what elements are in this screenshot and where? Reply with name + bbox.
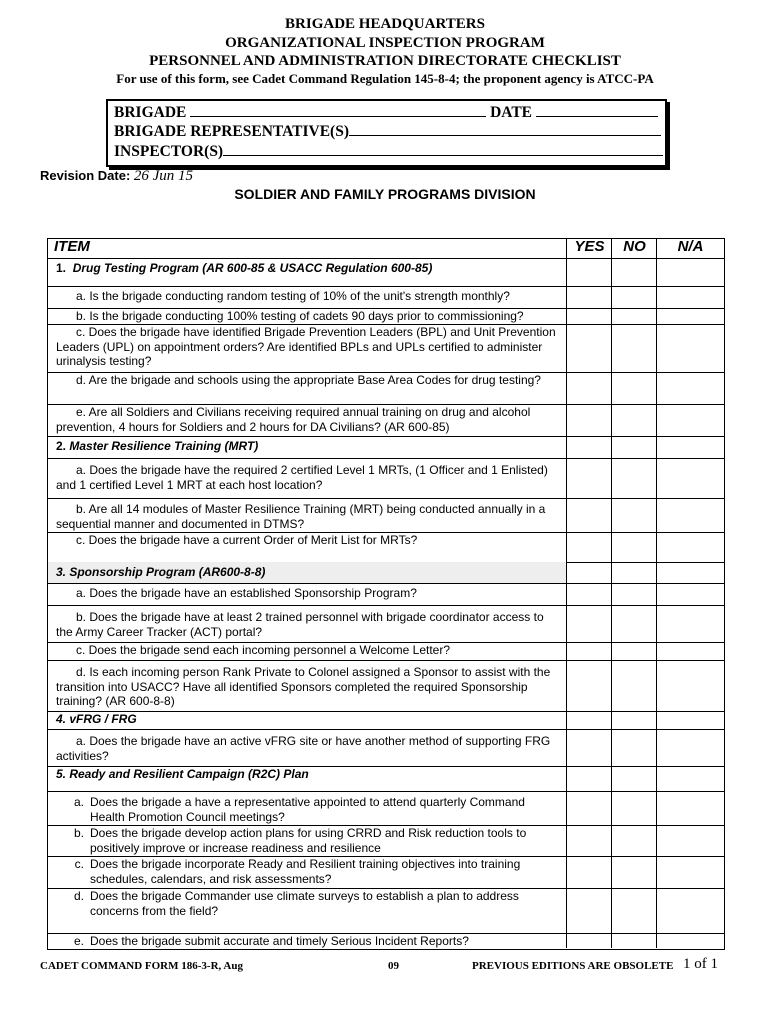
na-cell[interactable] bbox=[657, 498, 724, 532]
yes-cell[interactable] bbox=[567, 642, 612, 660]
no-cell[interactable] bbox=[612, 562, 657, 583]
yes-cell[interactable] bbox=[567, 404, 612, 436]
yes-cell[interactable] bbox=[567, 562, 612, 583]
yes-cell[interactable] bbox=[567, 825, 612, 856]
question-row-5a: a. Does the brigade a have a representative appointed to attend quarterly Command Health Promotion Council meetings? bbox=[48, 791, 724, 826]
brigade-label: BRIGADE bbox=[114, 104, 187, 121]
brigade-field[interactable] bbox=[190, 102, 486, 117]
question-row-3c: c. Does the brigade send each incoming personnel a Welcome Letter? bbox=[48, 642, 724, 661]
question-row-4a: a. Does the brigade have an active vFRG site or have another method of supporting FRG activities? bbox=[48, 729, 724, 767]
revision-date bbox=[40, 168, 193, 185]
no-cell[interactable] bbox=[612, 458, 657, 498]
form-number: CADET COMMAND FORM 186-3-R, Aug bbox=[40, 960, 243, 972]
question-row-1c: c. Does the brigade have identified Brigade Prevention Leaders (BPL) and Unit Prevention Leaders (UPL) on appointment orders? Are identified BPLs and UPLs certified to administer urinalysis testing? bbox=[48, 324, 724, 373]
na-cell[interactable] bbox=[657, 933, 724, 948]
yes-cell[interactable] bbox=[567, 933, 612, 948]
question-row-5e: e. Does the brigade submit accurate and timely Serious Incident Reports? bbox=[48, 933, 724, 948]
representative-row bbox=[114, 121, 661, 141]
no-cell[interactable] bbox=[612, 324, 657, 372]
no-cell[interactable] bbox=[612, 583, 657, 605]
no-cell[interactable] bbox=[612, 660, 657, 711]
na-cell[interactable] bbox=[657, 532, 724, 562]
inspector-label: INSPECTOR(S) bbox=[114, 143, 224, 160]
section-4-title: 4. vFRG / FRG bbox=[48, 711, 567, 729]
na-cell[interactable] bbox=[657, 324, 724, 372]
yes-cell[interactable] bbox=[567, 286, 612, 308]
no-cell[interactable] bbox=[612, 933, 657, 948]
question-row-2b: b. Are all 14 modules of Master Resilience Training (MRT) being conducted annually in a sequential manner and documented in DTMS? bbox=[48, 498, 724, 533]
na-cell[interactable] bbox=[657, 436, 724, 458]
section-row-4 bbox=[48, 711, 724, 730]
no-cell[interactable] bbox=[612, 642, 657, 660]
yes-cell[interactable] bbox=[567, 791, 612, 825]
na-cell[interactable] bbox=[657, 856, 724, 888]
question-row-1a: a. Is the brigade conducting random testing of 10% of the unit's strength monthly? bbox=[48, 286, 724, 309]
header-usage-note: For use of this form, see Cadet Command Regulation 145-8-4; the proponent agency is ATCC-PA bbox=[116, 71, 654, 86]
inspector-row bbox=[114, 141, 663, 161]
na-cell[interactable] bbox=[657, 404, 724, 436]
header-line-3: PERSONNEL AND ADMINISTRATION DIRECTORATE CHECKLIST bbox=[149, 53, 621, 69]
header-line-1: BRIGADE HEADQUARTERS bbox=[285, 16, 485, 32]
no-cell[interactable] bbox=[612, 729, 657, 766]
na-cell[interactable] bbox=[657, 372, 724, 404]
section-5-title: 5. Ready and Resilient Campaign (R2C) Plan bbox=[48, 766, 567, 791]
no-column-header: NO bbox=[623, 238, 646, 255]
question-row-5d: d. Does the brigade Commander use climate surveys to establish a plan to address concerns from the field? bbox=[48, 888, 724, 934]
obsolete-notice: PREVIOUS EDITIONS ARE OBSOLETE bbox=[472, 960, 674, 972]
question-row-1b: b. Is the brigade conducting 100% testing of cadets 90 days prior to commissioning? bbox=[48, 308, 724, 325]
no-cell[interactable] bbox=[612, 888, 657, 933]
na-cell[interactable] bbox=[657, 562, 724, 583]
yes-cell[interactable] bbox=[567, 372, 612, 404]
yes-cell[interactable] bbox=[567, 711, 612, 729]
no-cell[interactable] bbox=[612, 791, 657, 825]
section-row-3 bbox=[48, 562, 724, 584]
question-row-5b: b. Does the brigade develop action plans for using CRRD and Risk reduction tools to positively improve or increase readiness and resilience bbox=[48, 825, 724, 857]
na-cell[interactable] bbox=[657, 825, 724, 856]
question-row-2c: c. Does the brigade have a current Order of Merit List for MRTs? bbox=[48, 532, 724, 563]
question-row-5c: c. Does the brigade incorporate Ready and Resilient training objectives into training schedules, calendars, and risk assessments? bbox=[48, 856, 724, 889]
yes-cell[interactable] bbox=[567, 458, 612, 498]
no-cell[interactable] bbox=[612, 766, 657, 791]
header-line-2: ORGANIZATIONAL INSPECTION PROGRAM bbox=[225, 35, 545, 51]
brigade-row bbox=[114, 102, 658, 122]
na-cell[interactable] bbox=[657, 791, 724, 825]
section-3-title: 3. Sponsorship Program (AR600-8-8) bbox=[48, 562, 567, 583]
checklist-table bbox=[47, 238, 725, 950]
yes-cell[interactable] bbox=[567, 436, 612, 458]
yes-cell[interactable] bbox=[567, 308, 612, 324]
yes-cell[interactable] bbox=[567, 766, 612, 791]
no-cell[interactable] bbox=[612, 372, 657, 404]
yes-cell[interactable] bbox=[567, 258, 612, 286]
na-cell[interactable] bbox=[657, 729, 724, 766]
yes-cell[interactable] bbox=[567, 324, 612, 372]
yes-cell[interactable] bbox=[567, 583, 612, 605]
question-row-1e: e. Are all Soldiers and Civilians receiving required annual training on drug and alcohol prevention, 4 hours for Soldiers and 2 hours for DA Civilians? (AR 600-85) bbox=[48, 404, 724, 437]
no-cell[interactable] bbox=[612, 286, 657, 308]
date-label: DATE bbox=[490, 104, 533, 121]
representative-field[interactable] bbox=[349, 121, 661, 136]
na-column-header: N/A bbox=[677, 238, 704, 255]
no-cell[interactable] bbox=[612, 825, 657, 856]
info-box bbox=[106, 99, 667, 167]
na-cell[interactable] bbox=[657, 583, 724, 605]
yes-cell[interactable] bbox=[567, 660, 612, 711]
no-cell[interactable] bbox=[612, 856, 657, 888]
no-cell[interactable] bbox=[612, 308, 657, 324]
section-row-2: 2. Master Resilience Training (MRT) bbox=[48, 436, 724, 459]
na-cell[interactable] bbox=[657, 605, 724, 642]
no-cell[interactable] bbox=[612, 711, 657, 729]
na-cell[interactable] bbox=[657, 642, 724, 660]
question-row-3b: b. Does the brigade have at least 2 trained personnel with brigade coordinator access to the Army Career Tracker (ACT) portal? bbox=[48, 605, 724, 643]
yes-cell[interactable] bbox=[567, 856, 612, 888]
question-row-3a: a. Does the brigade have an established Sponsorship Program? bbox=[48, 583, 724, 606]
question-row-3d: d. Is each incoming person Rank Private to Colonel assigned a Sponsor to assist with the transition into USACC? Have all identified Sponsors completed the required Sponsorship training? (AR 600-8-8) bbox=[48, 660, 724, 712]
na-cell[interactable] bbox=[657, 766, 724, 791]
na-cell[interactable] bbox=[657, 660, 724, 711]
section-2-title: Master Resilience Training (MRT) bbox=[69, 439, 259, 453]
question-row-1d: d. Are the brigade and schools using the appropriate Base Area Codes for drug testing? bbox=[48, 372, 724, 405]
revision-date-value: 26 Jun 15 bbox=[133, 168, 193, 184]
no-cell[interactable] bbox=[612, 258, 657, 286]
table-header-row bbox=[48, 239, 724, 259]
no-cell[interactable] bbox=[612, 436, 657, 458]
section-row-1: 1. Drug Testing Program (AR 600-85 & USACC Regulation 600-85) bbox=[48, 258, 724, 287]
inspector-field[interactable] bbox=[223, 141, 663, 156]
na-cell[interactable] bbox=[657, 711, 724, 729]
yes-cell[interactable] bbox=[567, 498, 612, 532]
no-cell[interactable] bbox=[612, 532, 657, 562]
yes-cell[interactable] bbox=[567, 605, 612, 642]
yes-column-header: YES bbox=[574, 238, 605, 255]
section-1-title: Drug Testing Program (AR 600-85 & USACC Regulation 600-85) bbox=[72, 261, 433, 275]
na-cell[interactable] bbox=[657, 308, 724, 324]
yes-cell[interactable] bbox=[567, 729, 612, 766]
form-year: 09 bbox=[388, 960, 399, 972]
na-cell[interactable] bbox=[657, 286, 724, 308]
item-column-header: ITEM bbox=[48, 239, 567, 258]
section-row-5 bbox=[48, 766, 724, 792]
question-row-2a: a. Does the brigade have the required 2 certified Level 1 MRTs, (1 Officer and 1 Enlisted) and 1 certified Level 1 MRT at each host location? bbox=[48, 458, 724, 499]
yes-cell[interactable] bbox=[567, 888, 612, 933]
revision-date-label: Revision Date: bbox=[40, 168, 131, 183]
na-cell[interactable] bbox=[657, 258, 724, 286]
no-cell[interactable] bbox=[612, 404, 657, 436]
division-title: SOLDIER AND FAMILY PROGRAMS DIVISION bbox=[234, 186, 536, 202]
page-number: 1 of 1 bbox=[683, 956, 718, 972]
date-field[interactable] bbox=[536, 102, 658, 117]
yes-cell[interactable] bbox=[567, 532, 612, 562]
no-cell[interactable] bbox=[612, 498, 657, 532]
na-cell[interactable] bbox=[657, 888, 724, 933]
representative-label: BRIGADE REPRESENTATIVE(S) bbox=[114, 123, 349, 140]
no-cell[interactable] bbox=[612, 605, 657, 642]
na-cell[interactable] bbox=[657, 458, 724, 498]
